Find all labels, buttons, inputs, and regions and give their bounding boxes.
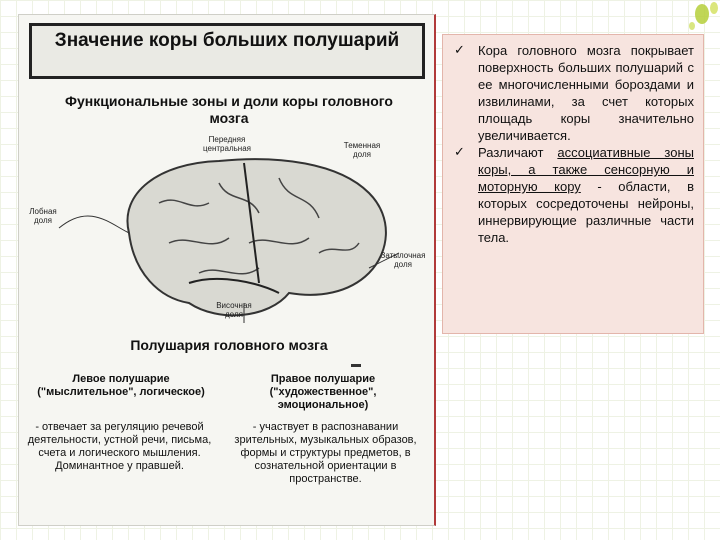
bullet-text-zones-end: - области, в которых сосредоточены нейроны, иннервирующие различные части тела. xyxy=(478,179,695,245)
scan-subtitle: Функциональные зоны и доли коры головного мозга xyxy=(65,93,393,126)
bullet-list xyxy=(442,42,694,246)
scan-title: Значение коры больших полушарий xyxy=(29,23,425,79)
right-hemisphere-heading: Правое полушарие ("художественное", эмоциональное) xyxy=(269,373,377,411)
bullet-text-zones-start: Различают xyxy=(478,145,558,160)
right-hemisphere-text: - участвует в распознавании зрительных, музыкальных образов, формы и структуры предметов, в сознательной ориентации в пространстве. xyxy=(234,421,417,485)
bullet-item-cortex xyxy=(442,42,694,144)
zone-label-temporal: Височная доля xyxy=(216,301,252,319)
left-hemisphere-text: - отвечает за регуляцию речевой деятельности, устной речи, письма, счета и логического мышления. Доминантное у правшей. xyxy=(27,421,212,472)
zone-label-parietal: Теменная доля xyxy=(343,141,381,159)
check-icon: ✓ xyxy=(454,145,465,160)
hemispheres-heading: Полушария головного мозга xyxy=(130,337,328,353)
left-hemisphere-heading: Левое полушарие ("мыслительное", логическое) xyxy=(37,373,205,398)
zone-label-occipital: Затылочная доля xyxy=(380,251,426,269)
zone-label-frontal: Лобная доля xyxy=(29,207,57,225)
bullet-item-zones xyxy=(442,144,694,246)
brain-scan-image xyxy=(18,14,436,526)
bullet-text-zones-underlined: ассоциативные зоны коры, а также сенсорную и моторную кору xyxy=(478,145,694,194)
bullet-text-cortex: Кора головного мозга покрывает поверхность больших полушарий с ее многочисленными бороздами и извилинами, за счет которых площадь коры значительно увеличивается. xyxy=(478,43,694,143)
zone-label-precentral: Передняя центральная xyxy=(203,135,251,153)
dash-mark: ▬ xyxy=(351,359,361,370)
check-icon: ✓ xyxy=(454,43,465,58)
